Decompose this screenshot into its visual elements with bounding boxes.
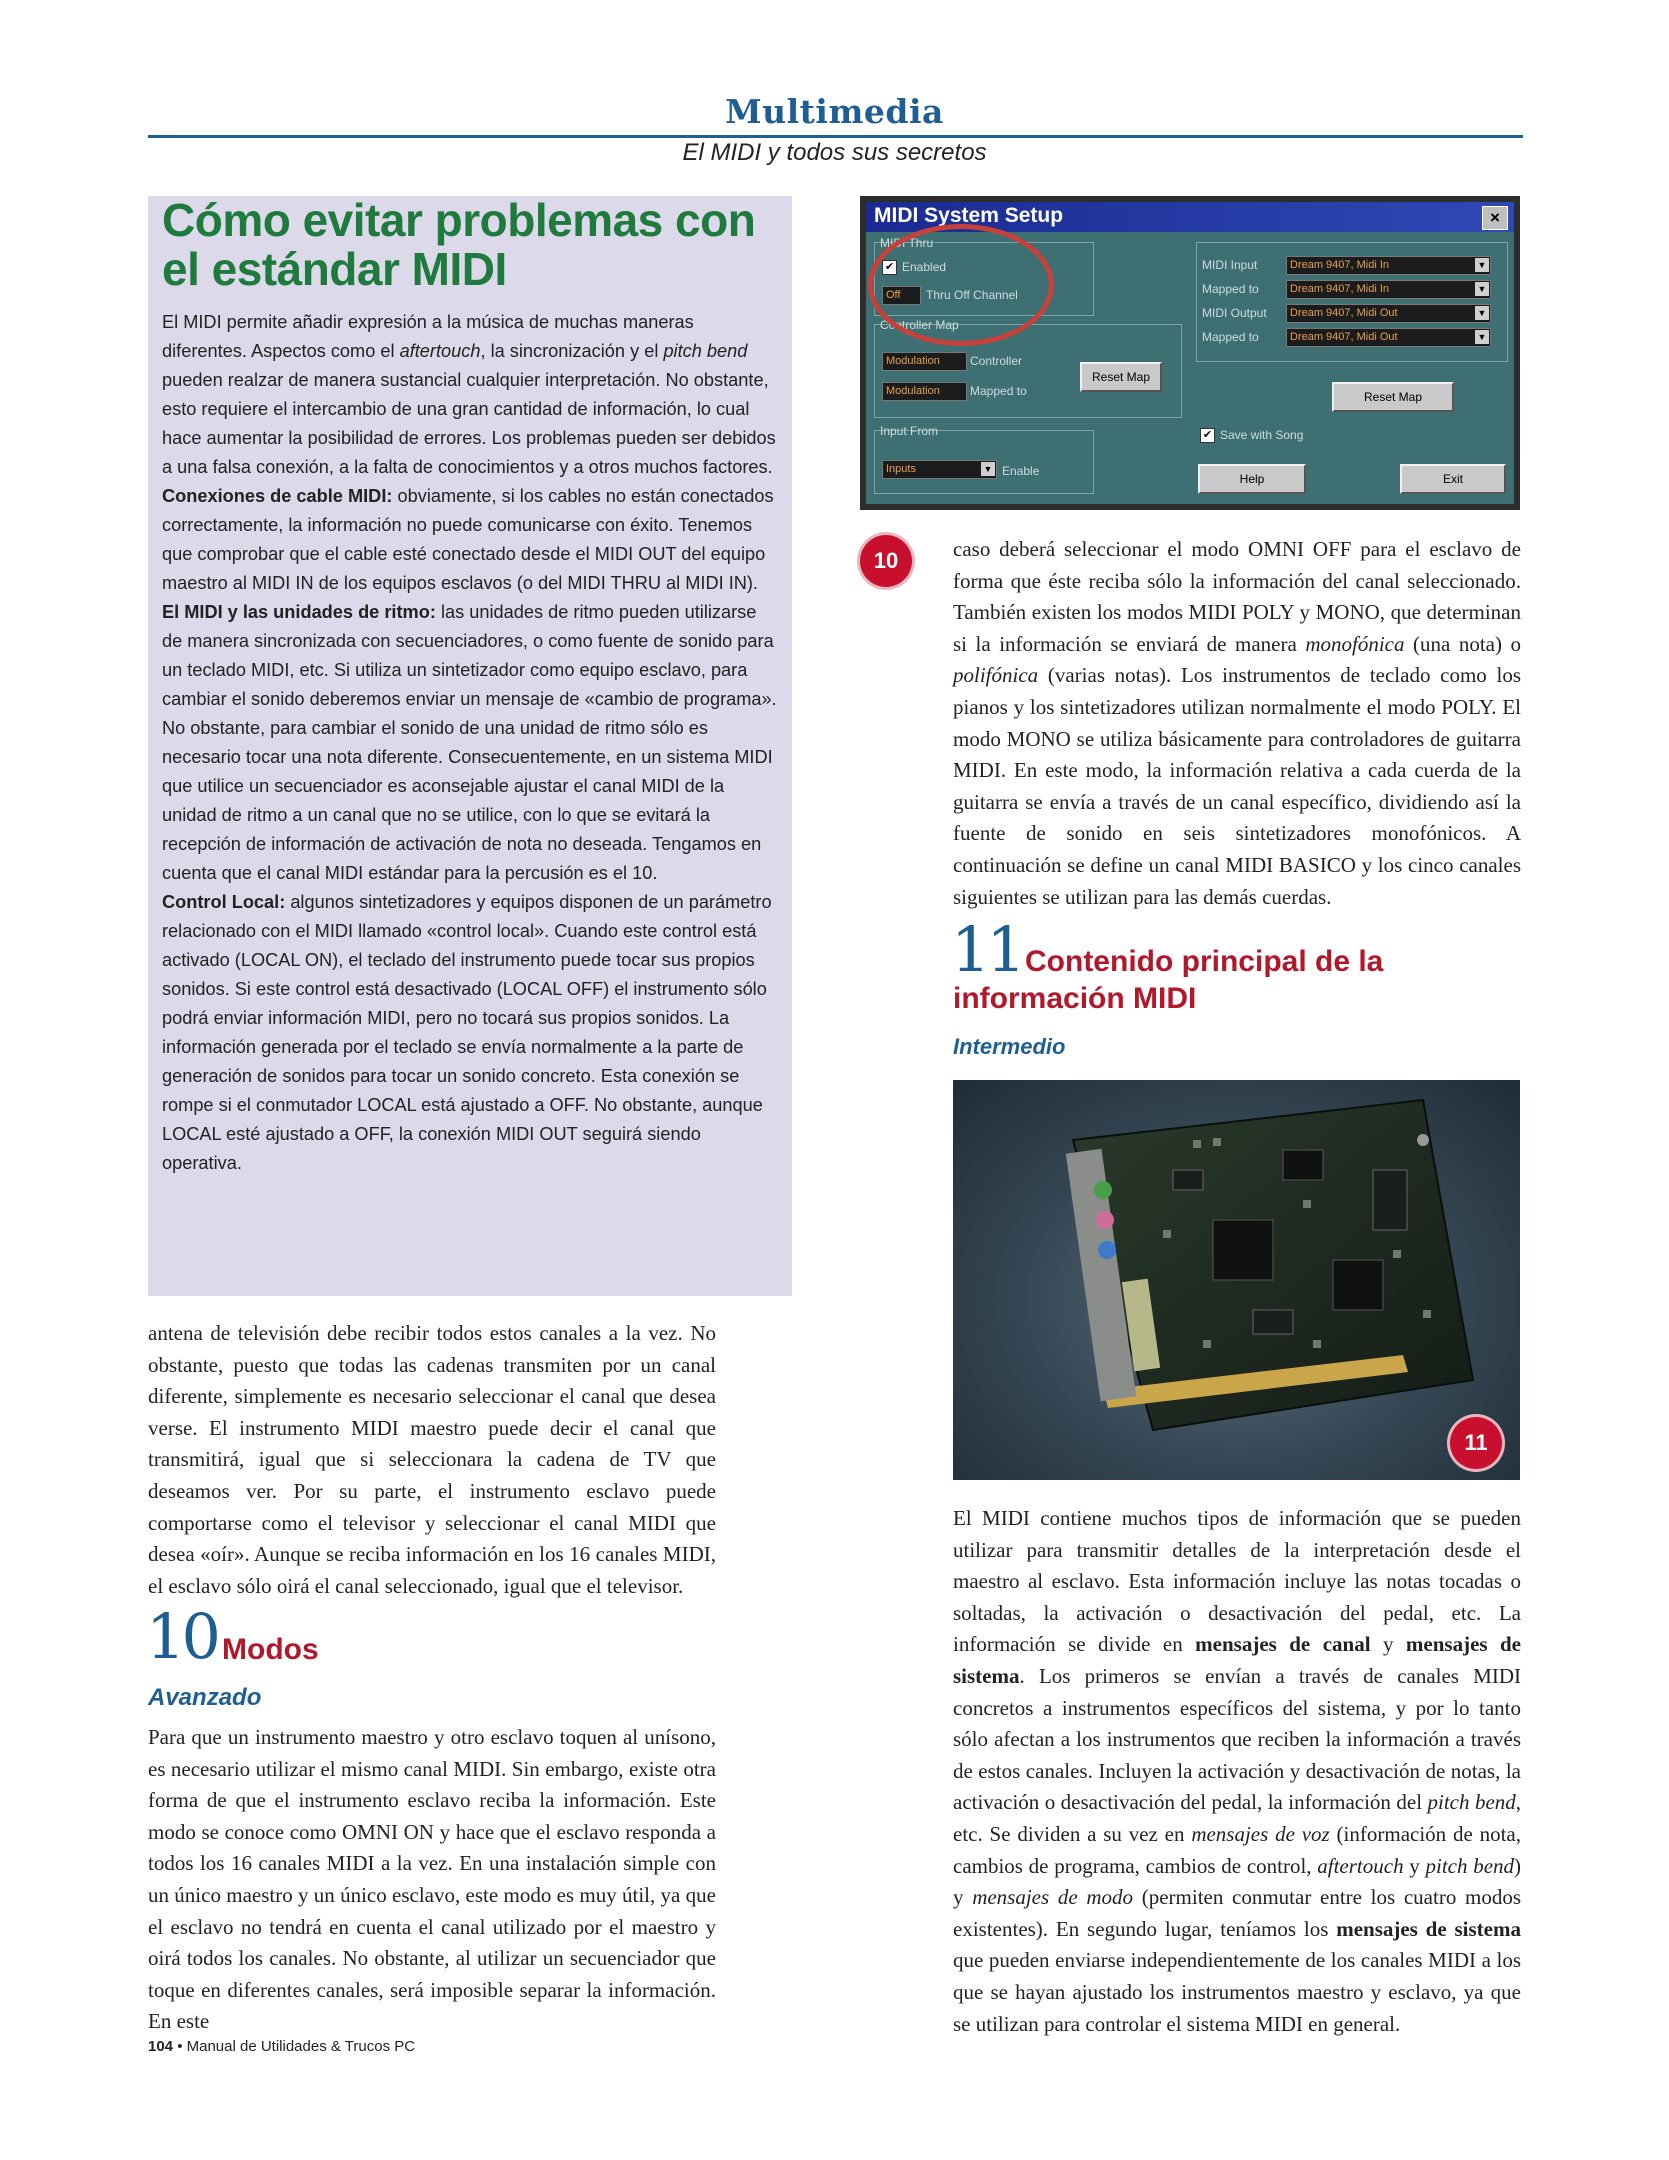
- section-11-level: Intermedio: [953, 1034, 1066, 1059]
- midi-input-label: MIDI Input: [1202, 258, 1258, 272]
- dropdown-arrow-icon: ▼: [1475, 330, 1489, 344]
- section-10-number: 10: [146, 1600, 217, 1673]
- close-icon[interactable]: ×: [1482, 206, 1508, 230]
- sidebar-section-cables: Conexiones de cable MIDI: obviamente, si los cables no están conectados correctamente, la información no puede comunicarse con éxito. Tenemos que comprobar que el cable esté conectado desde el MIDI OUT del equipo maestro al MIDI IN de los equipos esclavos (o del MIDI THRU al MIDI IN).: [162, 486, 774, 593]
- sidebar-intro: El MIDI permite añadir expresión a la música de muchas maneras diferentes. Aspectos como el aftertouch, la sincronización y el pitch bend pueden realzar de manera sustancial cualquier interpretación. No obstante, esto requiere el intercambio de una gran cantidad de información, lo cual hace aumentar la posibilidad de errores. Los problemas pueden ser debidos a una falsa conexión, a la falta de conocimientos y a otros muchos factores.: [162, 312, 776, 477]
- sidebar-title: Cómo evitar problemas con el estándar MIDI: [162, 194, 756, 295]
- dropdown-arrow-icon: ▼: [1475, 258, 1489, 272]
- page-footer: 104 • Manual de Utilidades & Trucos PC: [148, 2038, 416, 2055]
- enabled-label: Enabled: [902, 260, 947, 274]
- section-11-number: 11: [951, 913, 1022, 986]
- thru-off-field[interactable]: Off: [882, 286, 921, 305]
- dropdown-arrow-icon: ▼: [1475, 306, 1489, 320]
- mapped-to-label-2: Mapped to: [1202, 330, 1259, 344]
- mapped-in-select[interactable]: Dream 9407, Midi In ▼: [1286, 280, 1491, 299]
- mapped-to-label: Mapped to: [970, 384, 1027, 398]
- mapped-to-field[interactable]: Modulation: [882, 382, 967, 401]
- sound-card-photo: [953, 1080, 1520, 1480]
- dropdown-arrow-icon: ▼: [1475, 282, 1489, 296]
- header-subtitle: El MIDI y todos sus secretos: [682, 139, 987, 166]
- figure-11-badge: 11: [1450, 1417, 1502, 1469]
- section-header: Multimedia: [725, 92, 944, 131]
- enable-label: Enable: [1002, 464, 1040, 478]
- midi-output-label: MIDI Output: [1202, 306, 1267, 320]
- save-with-song-checkbox[interactable]: ✔: [1200, 428, 1215, 443]
- figure-10-badge: 10: [860, 535, 912, 587]
- section-10-continuation: caso deberá seleccionar el modo OMNI OFF para el esclavo de forma que éste reciba sólo la información del canal seleccionado. También existen los modos MIDI POLY y MONO, que determinan si la información se enviará de manera monofónica (una nota) o polifónica (varias notas). Los instrumentos de teclado como los pianos y los sintetizadores utilizan normalmente el modo POLY. El modo MONO se utiliza básicamente para controladores de guitarra MIDI. En este modo, la información relativa a cada cuerda de la guitarra se envía a través de un canal específico, dividiendo así la fuente de sonido en seis sintetizadores monofónicos. A continuación se define un canal MIDI BASICO y los cinco canales siguientes se utilizan para las demás cuerdas.: [953, 537, 1522, 909]
- enabled-checkbox[interactable]: ✔: [882, 260, 897, 275]
- save-with-song-label: Save with Song: [1220, 428, 1304, 442]
- reset-map-right-button[interactable]: Reset Map: [1332, 382, 1454, 412]
- dropdown-arrow-icon: ▼: [981, 462, 995, 476]
- sidebar-section-local: Control Local: algunos sintetizadores y equipos disponen de un parámetro relacionado con el MIDI llamado «control local». Cuando este control está activado (LOCAL ON), el teclado del instrumento puede tocar sus propios sonidos. Si este control está desactivado (LOCAL OFF) el instrumento sólo podrá enviar información MIDI, pero no tocará sus propios sonidos. La información generada por el teclado se envía normalmente a la parte de generación de sonidos para tocar un sonido concreto. Esta conexión se rompe si el conmutador LOCAL está ajustado a OFF. No obstante, aunque LOCAL esté ajustado a OFF, la conexión MIDI OUT seguirá siendo operativa.: [162, 892, 772, 1173]
- page-number: 104: [148, 2038, 174, 2055]
- midi-thru-label: MIDI Thru: [880, 236, 934, 250]
- sound-card-illustration: [953, 1080, 1520, 1480]
- left-column-paragraph: antena de televisión debe recibir todos estos canales a la vez. No obstante, puesto que todas las cadenas transmiten por un canal diferente, simplemente es necesario seleccionar el canal que desea verse. El instrumento MIDI maestro puede decir el canal que transmitirá, igual que si seleccionara la cadena de TV que deseamos ver. Por su parte, el instrumento esclavo puede comportarse como el televisor y seleccionar el canal MIDI que desea «oír». Aunque se reciba información en los 16 canales MIDI, el esclavo sólo oirá el canal seleccionado, igual que el televisor.: [148, 1321, 716, 1598]
- section-11-text: El MIDI contiene muchos tipos de información que se pueden utilizar para transmitir detalles de la interpretación desde el maestro al esclavo. Esta información incluye las notas tocadas o soltadas, la activación o desactivación del pedal, etc. La información se divide en mensajes de canal y mensajes de sistema. Los primeros se envían a través de canales MIDI concretos a instrumentos específicos del sistema, y por lo tanto sólo afectan a los instrumentos que reciben la información a través de estos canales. Incluyen la activación y desactivación de notas, la activación o desactivación del pedal, la información del pitch bend, etc. Se dividen a su vez en mensajes de voz (información de nota, cambios de programa, cambios de control, aftertouch y pitch bend) y mensajes de modo (permiten conmutar entre los cuatro modos existentes). En segundo lugar, teníamos los mensajes de sistema que pueden enviarse independientemente de los canales MIDI a los que se hayan ajustado los instrumentos maestro y esclavo, ya que se utilizan para controlar el sistema MIDI en general.: [953, 1506, 1522, 2036]
- midi-input-select[interactable]: Dream 9407, Midi In ▼: [1286, 256, 1491, 275]
- mapped-to-label-1: Mapped to: [1202, 282, 1259, 296]
- window-title: MIDI System Setup: [874, 204, 1064, 227]
- sidebar-body: [162, 308, 780, 1178]
- header-rule: [148, 135, 1523, 138]
- section-10-text: Para que un instrumento maestro y otro esclavo toquen al unísono, es necesario utilizar el mismo canal MIDI. Sin embargo, existe otra forma de que el instrumento esclavo reciba la información. Este modo se conoce como OMNI ON y hace que el esclavo responda a todos los 16 canales MIDI a la vez. En una instalación simple con un único maestro y un único esclavo, este modo es muy útil, ya que el esclavo no tendrá en cuenta el canal utilizado por el maestro y oirá todos los canales. No obstante, al utilizar un secuenciador que toque en diferentes canales, será imposible separar la información. En este: [148, 1725, 716, 2034]
- controller-label: Controller: [970, 354, 1023, 368]
- thru-off-label: Thru Off Channel: [926, 288, 1018, 302]
- section-10-level: Avanzado: [148, 1684, 262, 1711]
- reset-map-left-button[interactable]: Reset Map: [1080, 362, 1162, 392]
- section-11-title-line2: información MIDI: [953, 982, 1197, 1015]
- section-10-title: Modos: [222, 1633, 319, 1666]
- inputs-select[interactable]: Inputs ▼: [882, 460, 997, 479]
- highlight-circle: [868, 224, 1054, 346]
- midi-system-setup-screenshot: [860, 196, 1520, 510]
- midi-output-select[interactable]: Dream 9407, Midi Out ▼: [1286, 304, 1491, 323]
- section-11-title-line1: Contenido principal de la: [1025, 945, 1384, 978]
- publication-name: Manual de Utilidades & Trucos PC: [186, 2038, 416, 2055]
- mapped-out-select[interactable]: Dream 9407, Midi Out ▼: [1286, 328, 1491, 347]
- controller-map-label: Controller Map: [880, 318, 959, 332]
- input-from-label: Input From: [880, 424, 939, 438]
- controller-field[interactable]: Modulation: [882, 352, 967, 371]
- exit-button[interactable]: Exit: [1400, 464, 1506, 494]
- help-button[interactable]: Help: [1198, 464, 1306, 494]
- sidebar-section-rhythm: El MIDI y las unidades de ritmo: las unidades de ritmo pueden utilizarse de manera sincronizada con secuenciadores, o como fuente de sonido para un teclado MIDI, etc. Si utiliza un sintetizador como equipo esclavo, para cambiar el sonido deberemos enviar un mensaje de «cambio de programa». No obstante, para cambiar el sonido de una unidad de ritmo sólo es necesario tocar una nota diferente. Consecuentemente, en un sistema MIDI que utilice un secuenciador es aconsejable ajustar el canal MIDI de la unidad de ritmo a un canal que no se utilice, con lo que se evitará la recepción de información de activación de nota no deseada. Tengamos en cuenta que el canal MIDI estándar para la percusión es el 10.: [162, 602, 777, 883]
